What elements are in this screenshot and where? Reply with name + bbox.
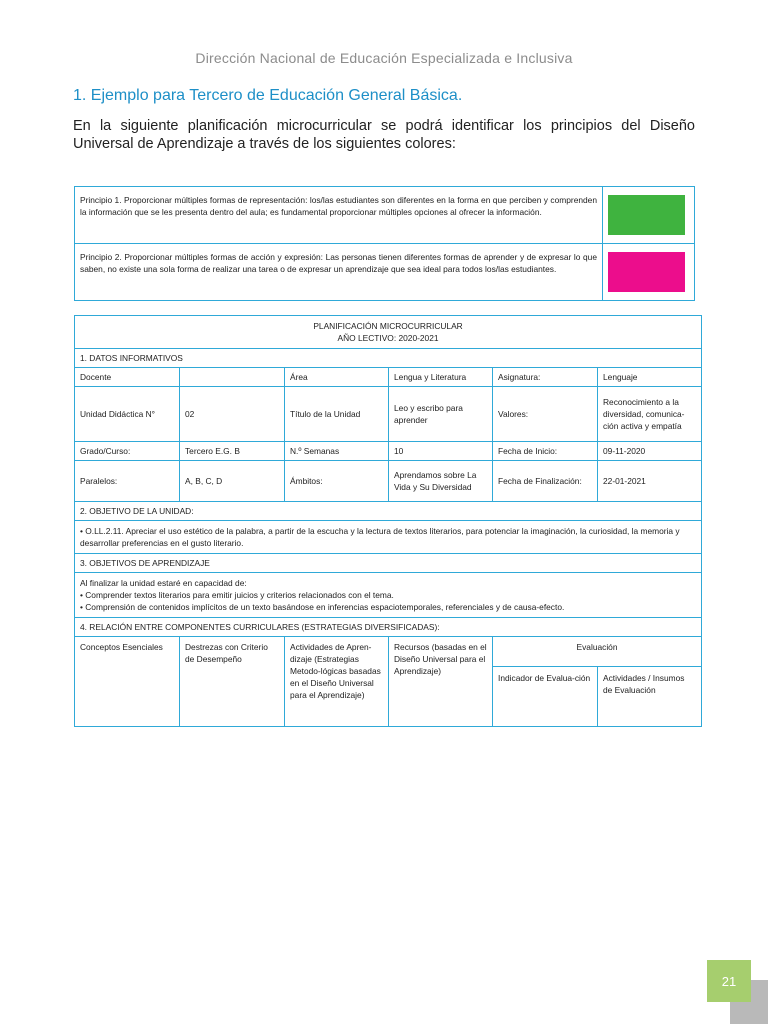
section-4-row — [75, 618, 702, 637]
col-actividades: Actividades de Apren-dizaje (Estrategias Metodo-lógicas basadas en el Diseño Universal para el Aprendizaje) — [285, 637, 389, 727]
learning-objectives-intro: Al finalizar la unidad estaré en capacidad de: — [80, 578, 247, 588]
unit-objective: • O.LL.2.11. Apreciar el uso estético de la palabra, a partir de la escucha y la lectura de textos literarios, para potenciar la imaginación, la curiosidad, la memoria y desarrollar preferencias en el gusto literario. — [75, 521, 702, 554]
section-3-row — [75, 554, 702, 573]
valores-label: Valores: — [493, 387, 598, 442]
col-conceptos: Conceptos Esenciales — [75, 637, 180, 727]
principle-1-text: Principio 1. Proporcionar múltiples formas de representación: los/las estudiantes son diferentes en la forma en que perciben y comprenden la información que se les presenta dentro del aula; es fundamental proporcionar múltiples opciones al ofrecer la información. — [75, 187, 603, 244]
fin-label: Fecha de Finalización: — [493, 461, 598, 502]
principle-1-swatch-cell — [603, 187, 695, 244]
ambitos-label: Ámbitos: — [285, 461, 389, 502]
grado-label: Grado/Curso: — [75, 442, 180, 461]
semanas-label: N.º Semanas — [285, 442, 389, 461]
principle-row-1 — [75, 187, 695, 244]
section-3-heading: 3. OBJETIVOS DE APRENDIZAJE — [75, 554, 702, 573]
col-destrezas: Destrezas con Criterio de Desempeño — [180, 637, 285, 727]
semanas-value: 10 — [389, 442, 493, 461]
principle-1-color-swatch — [608, 195, 685, 235]
area-label: Área — [285, 368, 389, 387]
unidad-value: 02 — [180, 387, 285, 442]
running-header: Dirección Nacional de Educación Especializada e Inclusiva — [195, 50, 573, 66]
docente-label: Docente — [75, 368, 180, 387]
learning-objectives-cell — [75, 573, 702, 618]
page-number: 21 — [707, 960, 751, 1002]
section-1-heading: 1. DATOS INFORMATIVOS — [75, 349, 702, 368]
section-1-row — [75, 349, 702, 368]
planning-table — [74, 315, 702, 727]
aprendizaje-row — [75, 573, 702, 618]
valores-value: Reconocimiento a la diversidad, comunica-ción activa y empatía — [598, 387, 702, 442]
principles-table — [74, 186, 695, 301]
asignatura-label: Asignatura: — [493, 368, 598, 387]
area-value: Lengua y Literatura — [389, 368, 493, 387]
section-2-row — [75, 502, 702, 521]
docente-row — [75, 368, 702, 387]
principle-2-swatch-cell — [603, 244, 695, 301]
titulo-label: Título de la Unidad — [285, 387, 389, 442]
inicio-value: 09-11-2020 — [598, 442, 702, 461]
grado-row — [75, 442, 702, 461]
principle-2-text: Principio 2. Proporcionar múltiples formas de acción y expresión: Las personas tienen diferentes formas de aprender y de expresar lo que saben, no existe una sola forma de realizar una tarea o de expresar un aprendizaje que sea ideal para todos los/las estudiantes. — [75, 244, 603, 301]
paralelos-row — [75, 461, 702, 502]
learning-objective-2: • Comprensión de contenidos implícitos de un texto basándose en inferencias espaciotemporales, referenciales y de causa-efecto. — [80, 602, 565, 612]
principle-row-2 — [75, 244, 695, 301]
learning-objective-1: • Comprender textos literarios para emitir juicios y criterios relacionados con el tema. — [80, 590, 394, 600]
grado-value: Tercero E.G. B — [180, 442, 285, 461]
unidad-row — [75, 387, 702, 442]
titulo-value: Leo y escribo para aprender — [389, 387, 493, 442]
plan-title-row — [75, 316, 702, 349]
unidad-label: Unidad Didáctica N° — [75, 387, 180, 442]
inicio-label: Fecha de Inicio: — [493, 442, 598, 461]
paralelos-label: Paralelos: — [75, 461, 180, 502]
col-evaluacion: Evaluación — [493, 637, 702, 667]
section-title: 1. Ejemplo para Tercero de Educación General Básica. — [73, 87, 463, 104]
objetivo-row — [75, 521, 702, 554]
principle-2-color-swatch — [608, 252, 685, 292]
components-header-row-1 — [75, 637, 702, 667]
asignatura-value: Lenguaje — [598, 368, 702, 387]
docente-value — [180, 368, 285, 387]
paralelos-value: A, B, C, D — [180, 461, 285, 502]
ambitos-value: Aprendamos sobre La Vida y Su Diversidad — [389, 461, 493, 502]
section-4-heading: 4. RELACIÓN ENTRE COMPONENTES CURRICULARES (ESTRATEGIAS DIVERSIFICADAS): — [75, 618, 702, 637]
plan-title: PLANIFICACIÓN MICROCURRICULAR — [313, 321, 463, 331]
fin-value: 22-01-2021 — [598, 461, 702, 502]
intro-paragraph: En la siguiente planificación microcurricular se podrá identificar los principios del Diseño Universal de Aprendizaje a través de los siguientes colores: — [73, 118, 695, 152]
col-recursos: Recursos (basadas en el Diseño Universal para el Aprendizaje) — [389, 637, 493, 727]
col-insumos: Actividades / Insumos de Evaluación — [598, 667, 702, 727]
col-indicador: Indicador de Evalua-ción — [493, 667, 598, 727]
section-2-heading: 2. OBJETIVO DE LA UNIDAD: — [75, 502, 702, 521]
plan-title-cell — [75, 316, 702, 349]
plan-year: AÑO LECTIVO: 2020-2021 — [337, 333, 439, 343]
